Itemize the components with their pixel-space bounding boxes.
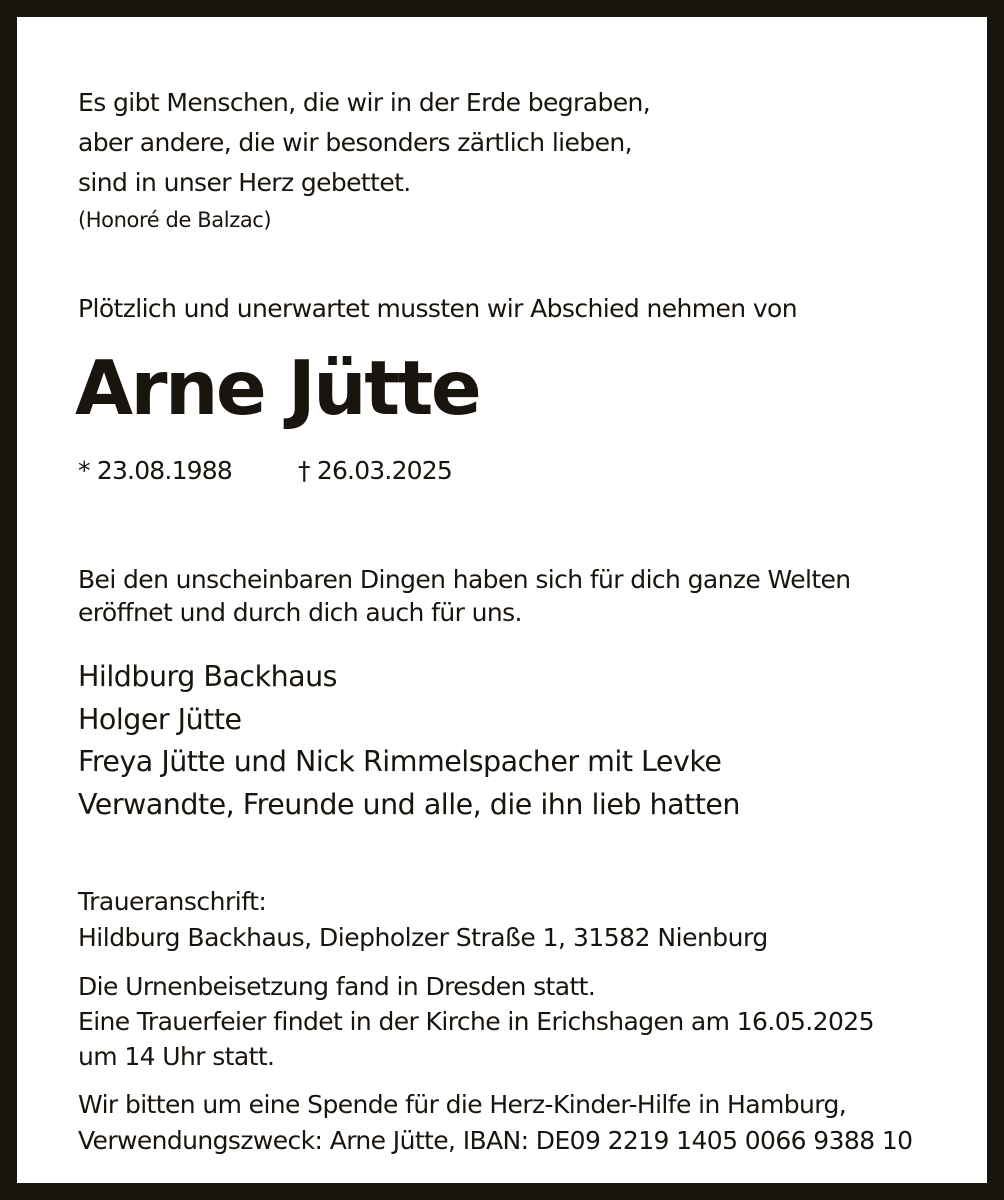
address-value: Hildburg Backhaus, Diepholzer Straße 1, 31582 Nienburg	[78, 923, 768, 952]
mourner-name: Holger Jütte	[78, 702, 242, 736]
donation-request	[78, 1087, 913, 1159]
address-label: Traueranschrift:	[78, 887, 267, 916]
quote-line: sind in unser Herz gebettet.	[78, 168, 411, 197]
epigraph-quote	[78, 83, 650, 237]
quote-line: aber andere, die wir besonders zärtlich lieben,	[78, 128, 632, 157]
mourning-address	[78, 884, 768, 956]
mourner-name: Verwandte, Freunde und alle, die ihn lieb hatten	[78, 787, 740, 821]
donation-line: Wir bitten um eine Spende für die Herz-Kinder-Hilfe in Hamburg,	[78, 1090, 847, 1119]
deceased-name: Arne Jütte	[75, 344, 480, 432]
mourner-name: Freya Jütte und Nick Rimmelspacher mit Levke	[78, 745, 722, 778]
donation-line: Verwendungszweck: Arne Jütte, IBAN: DE09 2219 1405 0066 9388 10	[78, 1126, 913, 1155]
memory-text	[78, 563, 851, 629]
memory-line: eröffnet und durch dich auch für uns.	[78, 598, 522, 627]
quote-attribution: (Honoré de Balzac)	[78, 208, 272, 232]
life-dates	[78, 451, 452, 491]
memory-line: Bei den unscheinbaren Dingen haben sich für dich ganze Welten	[78, 565, 851, 594]
intro-text: Plötzlich und unerwartet mussten wir Abschied nehmen von	[78, 294, 798, 323]
burial-info	[78, 969, 874, 1074]
burial-line: Die Urnenbeisetzung fand in Dresden statt.	[78, 972, 596, 1001]
quote-line: Es gibt Menschen, die wir in der Erde begraben,	[78, 88, 651, 117]
burial-line: Eine Trauerfeier findet in der Kirche in Erichshagen am 16.05.2025	[78, 1007, 874, 1036]
burial-line: um 14 Uhr statt.	[78, 1042, 275, 1071]
death-date: † 26.03.2025	[298, 456, 452, 485]
mourner-name: Hildburg Backhaus	[78, 660, 338, 693]
birth-date: * 23.08.1988	[78, 456, 232, 485]
mourners-list	[78, 656, 740, 826]
